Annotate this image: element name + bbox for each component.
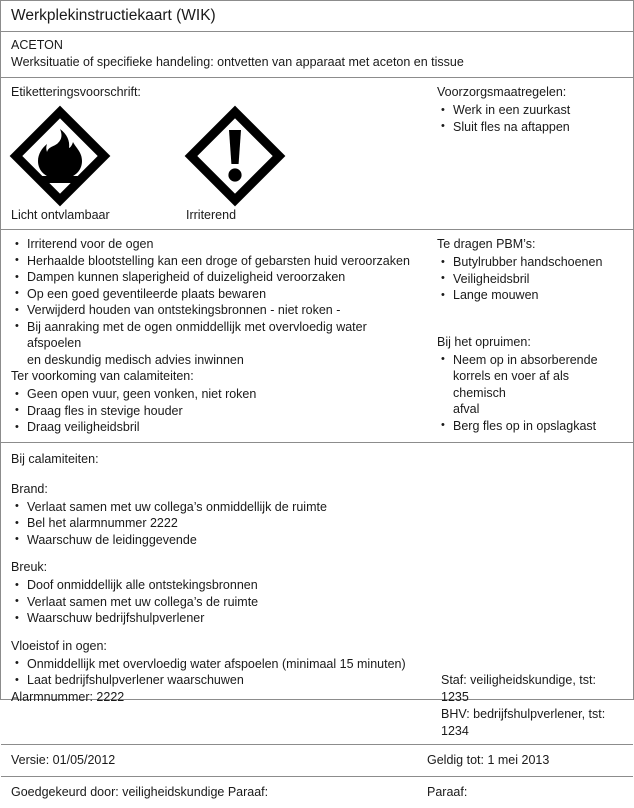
list-item-text-cont: en deskundig medisch advies inwinnen — [27, 352, 244, 367]
labelling-section — [1, 78, 633, 230]
eyes-list-cont — [11, 672, 437, 689]
valid-until-text: Geldig tot: 1 mei 2013 — [427, 753, 550, 767]
list-item — [11, 419, 419, 436]
list-item — [11, 302, 419, 319]
alarm-number: Alarmnummer: 2222 — [11, 689, 125, 704]
list-item — [11, 656, 623, 673]
list-item-text: Waarschuw de leidinggevende — [27, 532, 197, 547]
list-item-text: Herhaalde blootstelling kan een droge of gebarsten huid veroorzaken — [27, 253, 410, 268]
list-item-text: Veiligheidsbril — [453, 271, 530, 286]
list-item — [11, 499, 623, 516]
prevention-list — [11, 386, 419, 436]
footer-version-row — [1, 745, 633, 777]
list-item-text: Werk in een zuurkast — [453, 103, 571, 117]
hazards-column — [1, 230, 427, 442]
list-item-text-cont2: afval — [453, 402, 480, 416]
prevention-heading: Ter voorkoming van calamiteiten: — [11, 369, 194, 383]
list-item-text: Lange mouwen — [453, 288, 539, 302]
precautions-heading: Voorzorgsmaatregelen: — [437, 85, 567, 99]
ppe-column — [427, 230, 633, 442]
list-item — [11, 319, 419, 369]
breakage-list — [11, 577, 623, 627]
flame-icon — [11, 107, 109, 205]
footer-version-cell — [11, 752, 427, 769]
approved-by-text: Goedgekeurd door: veiligheidskundige Paraaf: — [11, 785, 269, 799]
list-item-text: Onmiddellijk met overvloedig water afspoelen (minimaal 15 minuten) — [27, 656, 406, 671]
list-item-text: Verlaat samen met uw collega’s onmiddellijk de ruimte — [27, 499, 327, 514]
initials-text: Paraaf: — [427, 785, 468, 799]
emergency-fire-block — [11, 481, 623, 549]
breakage-heading: Breuk: — [11, 560, 48, 574]
eyes-left — [11, 672, 437, 740]
eyes-list — [11, 656, 623, 673]
labelling-heading: Etiketteringsvoorschrift: — [11, 85, 141, 99]
pictogram-row — [11, 107, 419, 223]
list-item-text: Draag fles in stevige houder — [27, 403, 183, 418]
list-item-text: Bel het alarmnummer 2222 — [27, 516, 178, 530]
list-item-text: Butylrubber handschoenen — [453, 255, 603, 269]
pictogram-caption: Irriterend — [186, 208, 237, 222]
list-item — [437, 418, 625, 435]
page-title: Werkplekinstructiekaart (WIK) — [11, 7, 216, 24]
eyes-heading: Vloeistof in ogen: — [11, 638, 107, 653]
list-item — [11, 610, 623, 627]
pictogram-irritant — [186, 107, 361, 223]
contacts-block — [437, 672, 623, 740]
pictogram-flammable — [11, 107, 186, 223]
precautions-column — [427, 78, 633, 229]
footer-initials-cell — [427, 784, 623, 801]
footer-approval-row — [1, 777, 633, 808]
hazards-ppe-section — [1, 230, 633, 443]
card-title-bar — [1, 1, 633, 32]
contact-bhv: BHV: bedrijfshulpverlener, tst: 1234 — [441, 707, 606, 738]
list-item-text: Verwijderd houden van ontstekingsbronnen - niet roken - — [27, 303, 341, 317]
list-item-text: Laat bedrijfshulpverlener waarschuwen — [27, 673, 244, 687]
list-item — [11, 253, 419, 270]
contact-staff: Staf: veiligheidskundige, tst: 1235 — [441, 673, 596, 704]
list-item-text: Irriterend voor de ogen — [27, 237, 154, 251]
spacer — [437, 304, 625, 334]
list-item — [11, 532, 623, 549]
list-item — [437, 119, 625, 136]
list-item-text: Verlaat samen met uw collega’s de ruimte — [27, 594, 259, 609]
version-text: Versie: 01/05/2012 — [11, 753, 116, 767]
exclamation-mark-icon — [186, 107, 284, 205]
list-item — [437, 352, 625, 418]
list-item — [11, 269, 419, 286]
list-item-text: Waarschuw bedrijfshulpverlener — [27, 611, 205, 625]
list-item-text: Berg fles op in opslagkast — [453, 418, 597, 433]
list-item — [11, 672, 437, 689]
list-item — [11, 286, 419, 303]
list-item-text: Geen open vuur, geen vonken, niet roken — [27, 387, 257, 401]
cleanup-list — [437, 352, 625, 435]
list-item-text: Op een goed geventileerde plaats bewaren — [27, 286, 267, 301]
labelling-column — [1, 78, 427, 229]
emergency-eyes-block — [11, 638, 623, 741]
list-item — [11, 594, 623, 611]
cleanup-heading: Bij het opruimen: — [437, 334, 531, 349]
fire-list — [11, 499, 623, 549]
list-item — [437, 287, 625, 304]
list-item — [11, 386, 419, 403]
product-name: ACETON — [11, 38, 63, 52]
emergency-breakage-block — [11, 559, 623, 627]
work-situation: Werksituatie of specifieke handeling: ontvetten van apparaat met aceton en tissue — [11, 54, 464, 69]
list-item-text: • Bij aanraking met de ogen onmiddellijk met overvloedig water afspoelen — [27, 319, 367, 350]
list-item-text: Doof onmiddellijk alle ontstekingsbronnen — [27, 578, 258, 592]
emergency-heading: Bij calamiteiten: — [11, 451, 99, 466]
list-item — [437, 254, 625, 271]
ppe-heading: Te dragen PBM’s: — [437, 237, 536, 251]
footer-approved-cell — [11, 784, 427, 801]
list-item — [11, 403, 419, 420]
footer-valid-cell — [427, 752, 623, 769]
list-item-text-cont: korrels en voer af als chemisch — [453, 369, 570, 400]
precautions-list — [437, 102, 625, 135]
emergency-section — [1, 443, 633, 746]
list-item — [437, 271, 625, 288]
fire-heading: Brand: — [11, 481, 48, 496]
list-item-text: Sluit fles na aftappen — [453, 119, 570, 134]
list-item — [11, 236, 419, 253]
list-item — [11, 515, 623, 532]
pictogram-caption: Licht ontvlambaar — [11, 208, 110, 222]
list-item — [11, 577, 623, 594]
list-item-text: • Neem op in absorberende — [453, 352, 598, 367]
hazards-list — [11, 236, 419, 368]
list-item-text: Draag veiligheidsbril — [27, 420, 140, 434]
eyes-contacts-split — [11, 672, 623, 740]
product-section — [1, 32, 633, 78]
list-item — [437, 102, 625, 119]
ppe-list — [437, 254, 625, 304]
list-item-text: Dampen kunnen slaperigheid of duizeligheid veroorzaken — [27, 270, 346, 284]
